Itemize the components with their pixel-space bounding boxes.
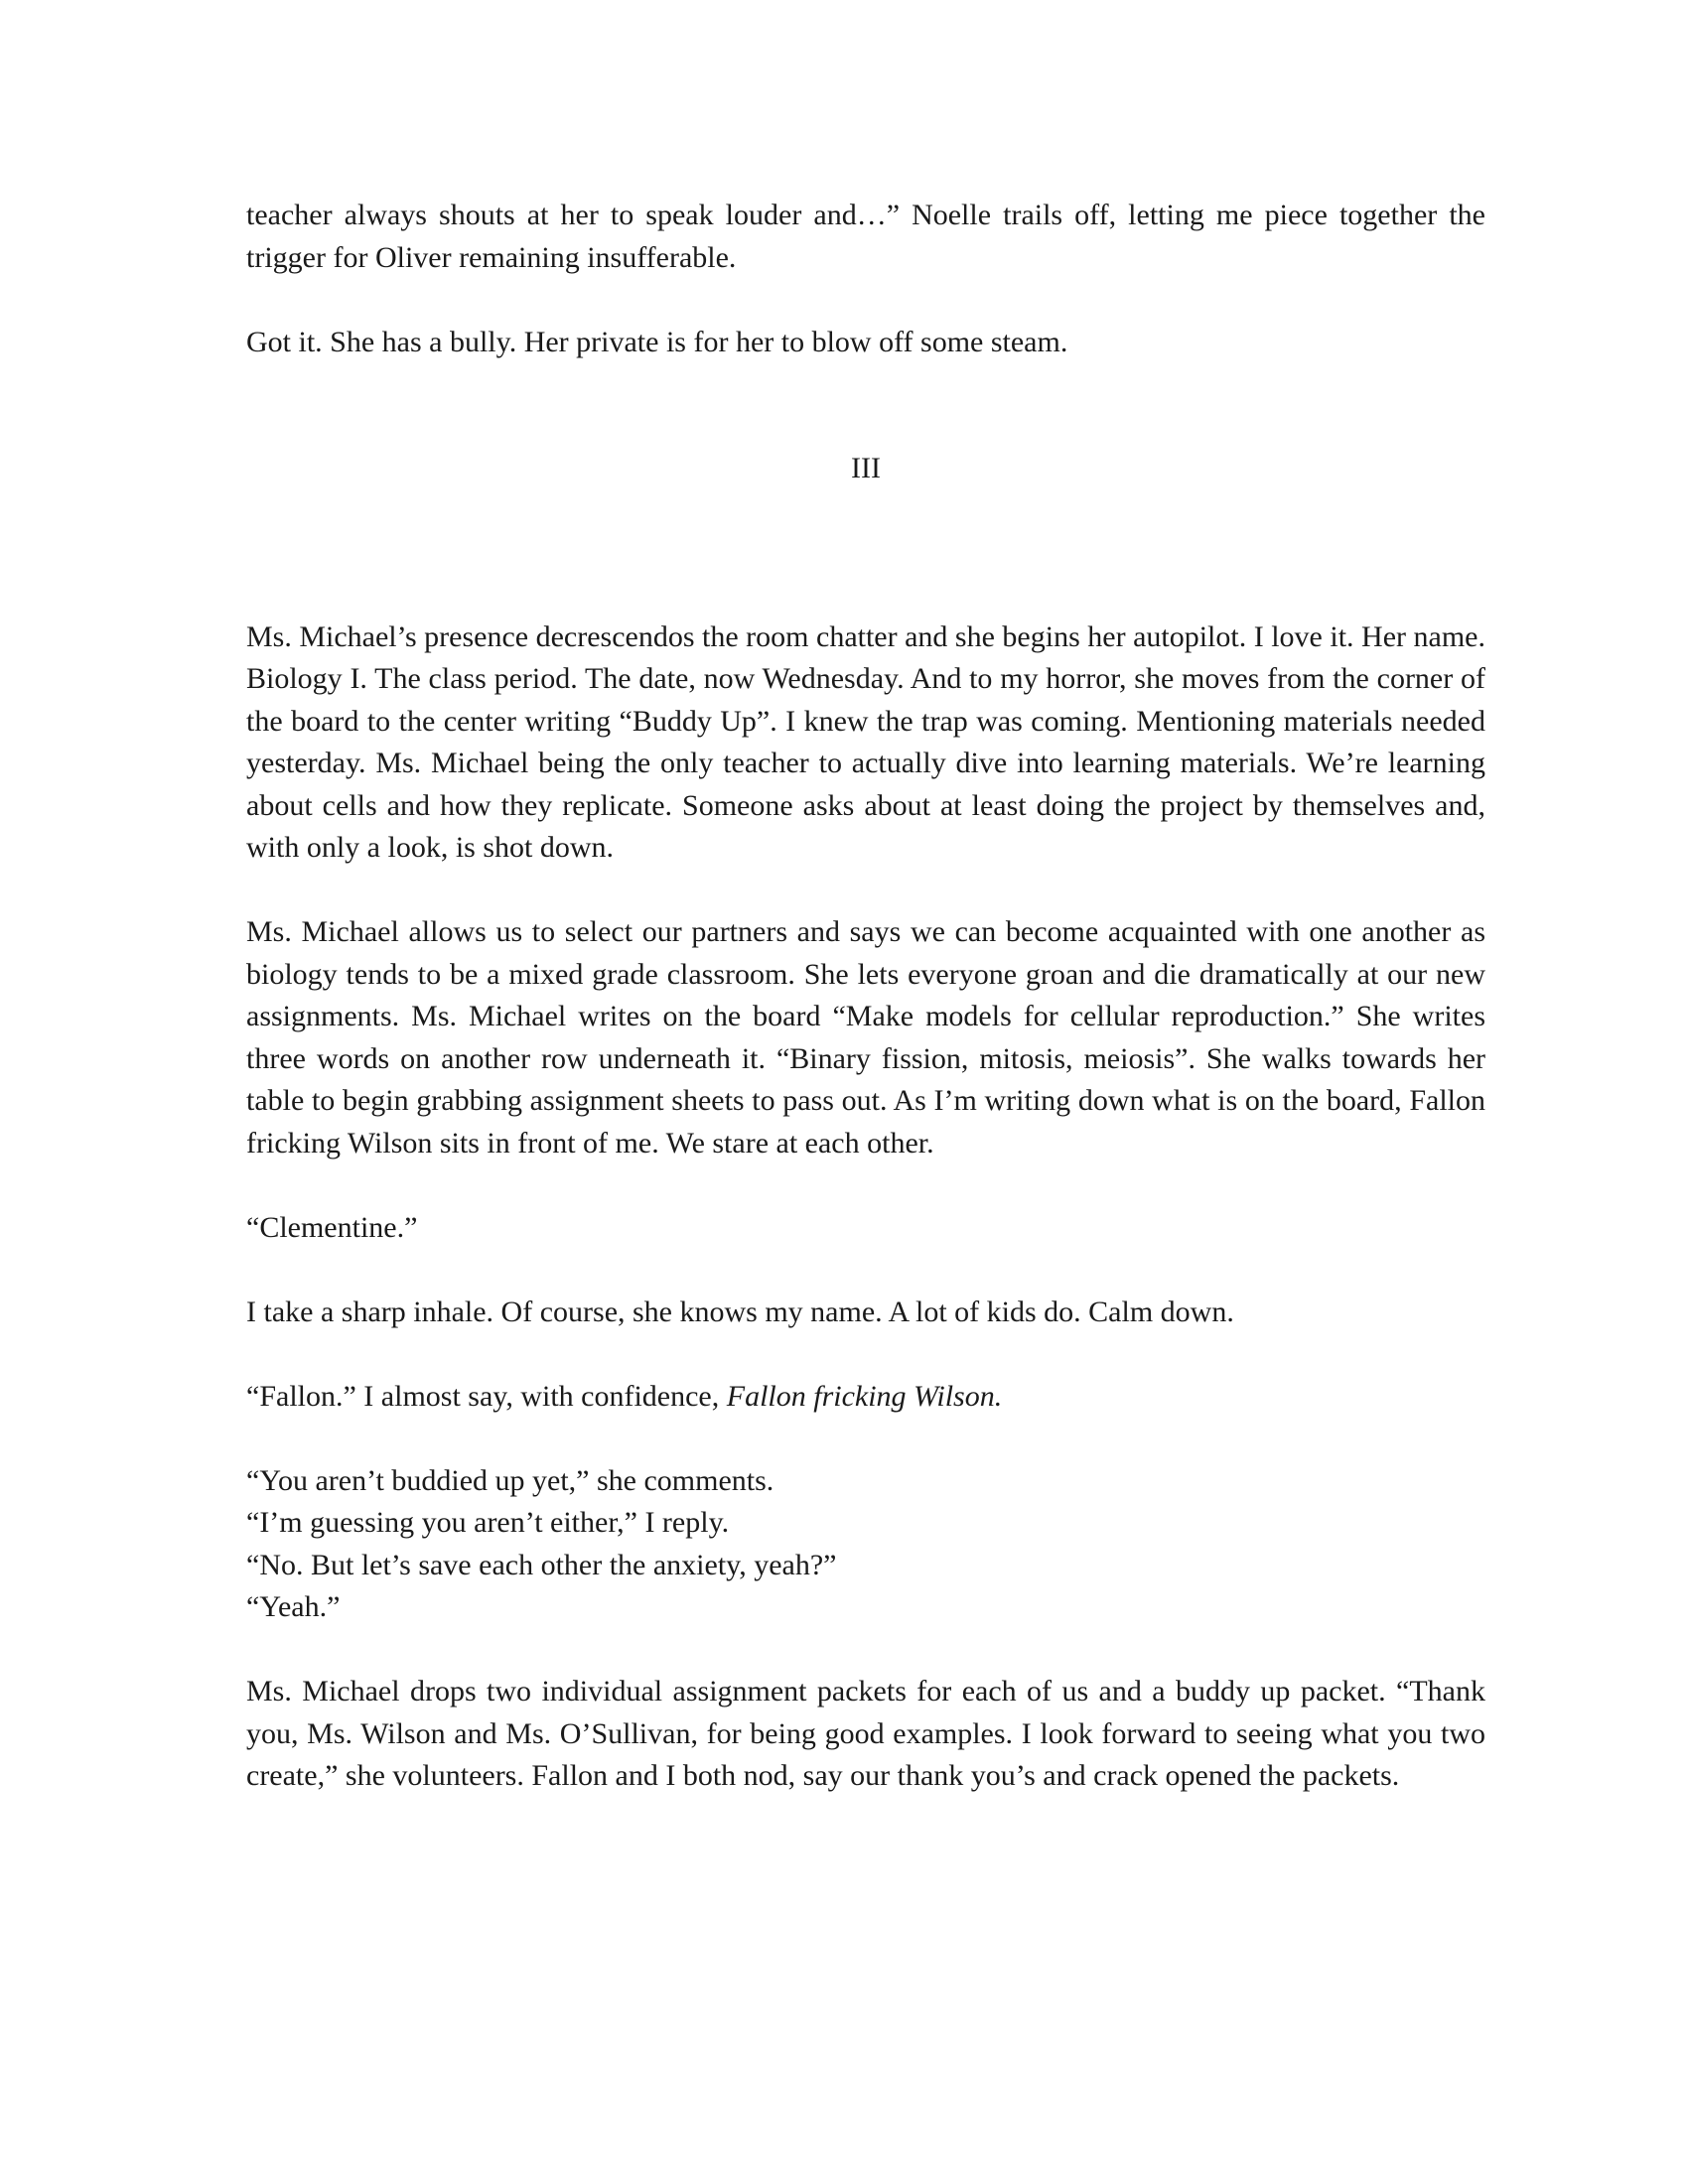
dialogue-fallon-plain: “Fallon.” I almost say, with confidence,	[246, 1379, 727, 1413]
paragraph-sharp-inhale: I take a sharp inhale. Of course, she knows my name. A lot of kids do. Calm down.	[246, 1295, 1234, 1328]
dialogue-line-4: “Yeah.”	[246, 1590, 341, 1623]
paragraph-bully: Got it. She has a bully. Her private is for her to blow off some steam.	[246, 325, 1068, 358]
dialogue-fallon	[246, 1376, 1485, 1419]
section-heading: III	[851, 452, 881, 484]
dialogue-line-3: “No. But let’s save each other the anxiety, yeah?”	[246, 1548, 837, 1581]
paragraph-noelle-trails-off: teacher always shouts at her to speak louder and…” Noelle trails off, letting me piece together the trigger for Oliver remaining insufferable.	[246, 199, 1485, 274]
paragraph-assignment-packets: Ms. Michael drops two individual assignment packets for each of us and a buddy up packet. “Thank you, Ms. Wilson and Ms. O’Sullivan, for being good examples. I look forward to seeing what you two create,” she volunteers. Fallon and I both nod, say our thank you’s and crack opened the packets.	[246, 1675, 1485, 1792]
dialogue-line-1: “You aren’t buddied up yet,” she comments.	[246, 1463, 774, 1497]
page-body	[246, 195, 1485, 1798]
paragraph-select-partners: Ms. Michael allows us to select our partners and says we can become acquainted with one another as biology tends to be a mixed grade classroom. She lets everyone groan and die dramatically at our new assignments. Ms. Michael writes on the board “Make models for cellular reproduction.” She writes three words on another row underneath it. “Binary fission, mitosis, meiosis”. She walks towards her table to begin grabbing assignment sheets to pass out. As I’m writing down what is on the board, Fallon fricking Wilson sits in front of me. We stare at each other.	[246, 915, 1485, 1160]
dialogue-clementine: “Clementine.”	[246, 1210, 418, 1244]
dialogue-line-2: “I’m guessing you aren’t either,” I reply.	[246, 1506, 730, 1539]
dialogue-fallon-italic: Fallon fricking Wilson.	[726, 1379, 1003, 1413]
paragraph-ms-michael-autopilot: Ms. Michael’s presence decrescendos the room chatter and she begins her autopilot. I love it. Her name. Biology I. The class period. The date, now Wednesday. And to my horror, she moves from the corner of the board to the center writing “Buddy Up”. I knew the trap was coming. Mentioning materials needed yesterday. Ms. Michael being the only teacher to actually dive into learning materials. We’re learning about cells and how they replicate. Someone asks about at least doing the project by themselves and, with only a look, is shot down.	[246, 619, 1485, 864]
